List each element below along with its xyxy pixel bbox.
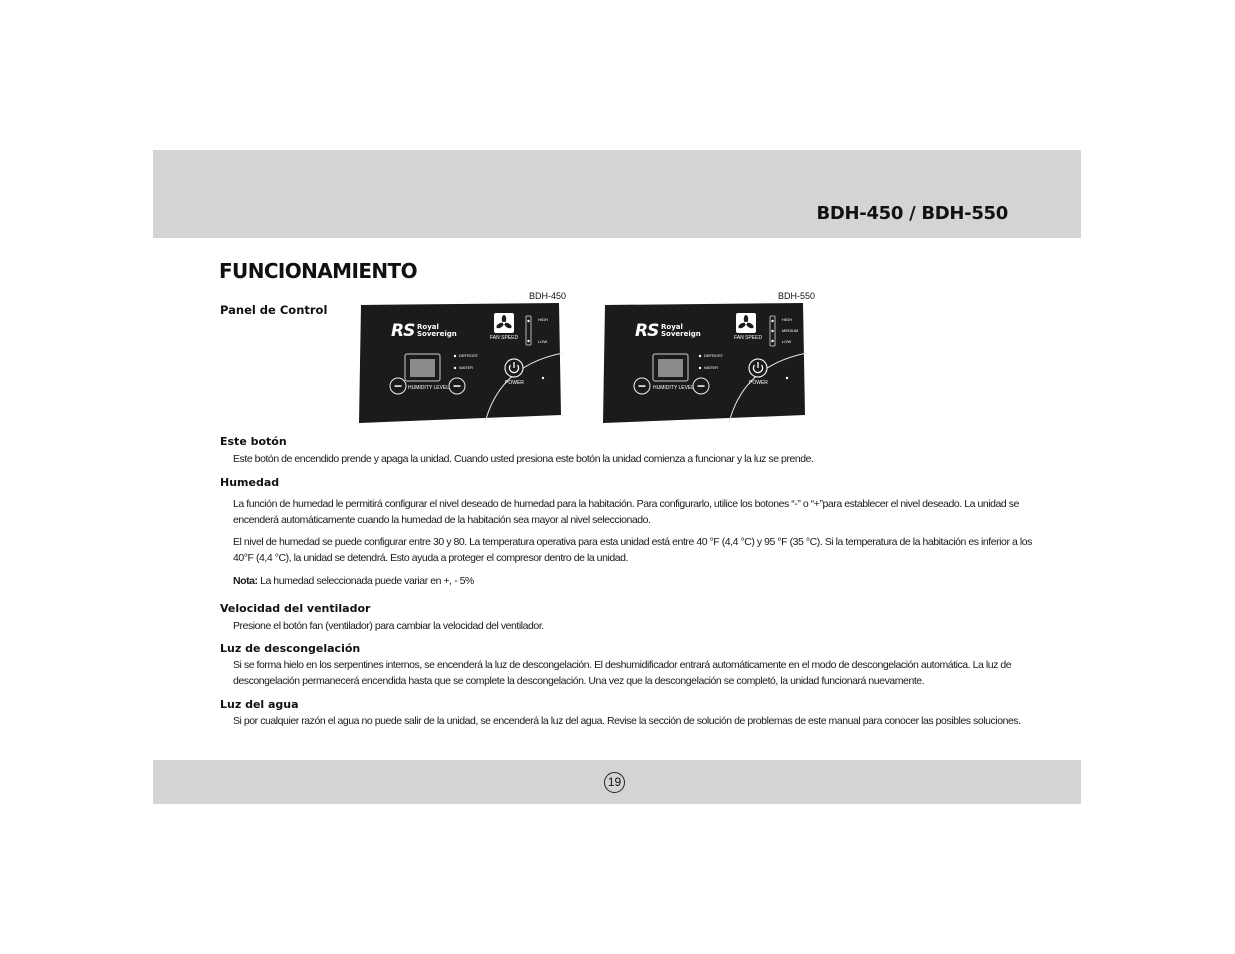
heading-humidity: Humedad	[220, 476, 280, 489]
text-defrost-light: Si se forma hielo en los serpentines internos, se encenderá la luz de descongelación. El deshumidificador entrará automáticamente en el modo de descongelación automática. La luz de descongelación permanecerá encendida hasta que se complete la descongelación. Una vez que la descongelación se completó, la unidad funcionará nuevamente.	[233, 659, 1012, 687]
power-label: POWER	[505, 380, 524, 386]
water-indicator-label: WATER	[459, 365, 473, 370]
footer-band	[153, 760, 1081, 804]
text-power-button: Este botón de encendido prende y apaga la unidad. Cuando usted presiona este botón la unidad comienza a funcionar y la luz se prende.	[233, 453, 814, 465]
control-panel-bdh450	[357, 303, 563, 423]
model-tag-bdh550: BDH-550	[778, 291, 816, 301]
section-title: FUNCIONAMIENTO	[219, 259, 417, 283]
heading-power-button: Este botón	[220, 435, 287, 448]
humidity-level-label: HUMIDITY LEVEL	[653, 385, 695, 391]
power-label: POWER	[749, 380, 768, 386]
text-fan-speed: Presione el botón fan (ventilador) para cambiar la velocidad del ventilador.	[233, 620, 544, 632]
heading-defrost-light: Luz de descongelación	[220, 642, 361, 655]
control-panel-bdh550	[601, 303, 807, 423]
header-band	[153, 150, 1081, 238]
fan-speed-label: FAN SPEED	[734, 335, 763, 341]
page-number: 19	[604, 772, 625, 793]
humidity-level-label: HUMIDITY LEVEL	[408, 385, 450, 391]
model-title: BDH-450 / BDH-550	[816, 203, 1008, 224]
humidity-note: Nota: La humedad seleccionada puede variar en +, - 5%	[233, 575, 474, 587]
water-indicator-label: WATER	[704, 365, 718, 370]
speed-high-label: HIGH	[538, 317, 548, 322]
fan-speed-label: FAN SPEED	[490, 335, 519, 341]
speed-medium-label: MEDIUM	[782, 328, 799, 333]
defrost-indicator-label: DEFROST	[704, 353, 724, 358]
model-tag-bdh450: BDH-450	[529, 291, 567, 301]
text-humidity-p2: El nivel de humedad se puede configurar entre 30 y 80. La temperatura operativa para esta unidad está entre 40 °F (4,4 °C) y 95 °F (35 °C). Si la temperatura de la habitación es inferior a los 40°F (4,4 °C), la unidad se detendrá. Esto ayuda a proteger el compresor dentro de la unidad.	[233, 536, 1032, 564]
brand-logo-initials: RS	[635, 321, 659, 341]
speed-high-label: HIGH	[782, 317, 792, 322]
panel-graphic-bdh550	[601, 303, 807, 423]
brand-logo-initials: RS	[391, 321, 415, 341]
panel-graphic-bdh450	[357, 303, 563, 423]
brand-logo-name: Royal Sovereign	[417, 323, 457, 338]
control-panel-heading: Panel de Control	[220, 303, 328, 317]
speed-low-label: LOW	[538, 339, 548, 344]
brand-logo-name: Royal Sovereign	[661, 323, 701, 338]
heading-water-light: Luz del agua	[220, 698, 299, 711]
speed-low-label: LOW	[782, 339, 792, 344]
text-humidity-p1: La función de humedad le permitirá configurar el nivel deseado de humedad para la habitación. Para configurarlo, utilice los botones “-” o “+”para establecer el nivel deseado. La unidad se encenderá automáticamente cuando la humedad de la habitación sea mayor al nivel seleccionado.	[233, 498, 1019, 526]
text-water-light: Si por cualquier razón el agua no puede salir de la unidad, se encenderá la luz del agua. Revise la sección de solución de problemas de este manual para conocer las posibles soluciones.	[233, 715, 1021, 727]
heading-fan-speed: Velocidad del ventilador	[220, 602, 371, 615]
defrost-indicator-label: DEFROST	[459, 353, 479, 358]
